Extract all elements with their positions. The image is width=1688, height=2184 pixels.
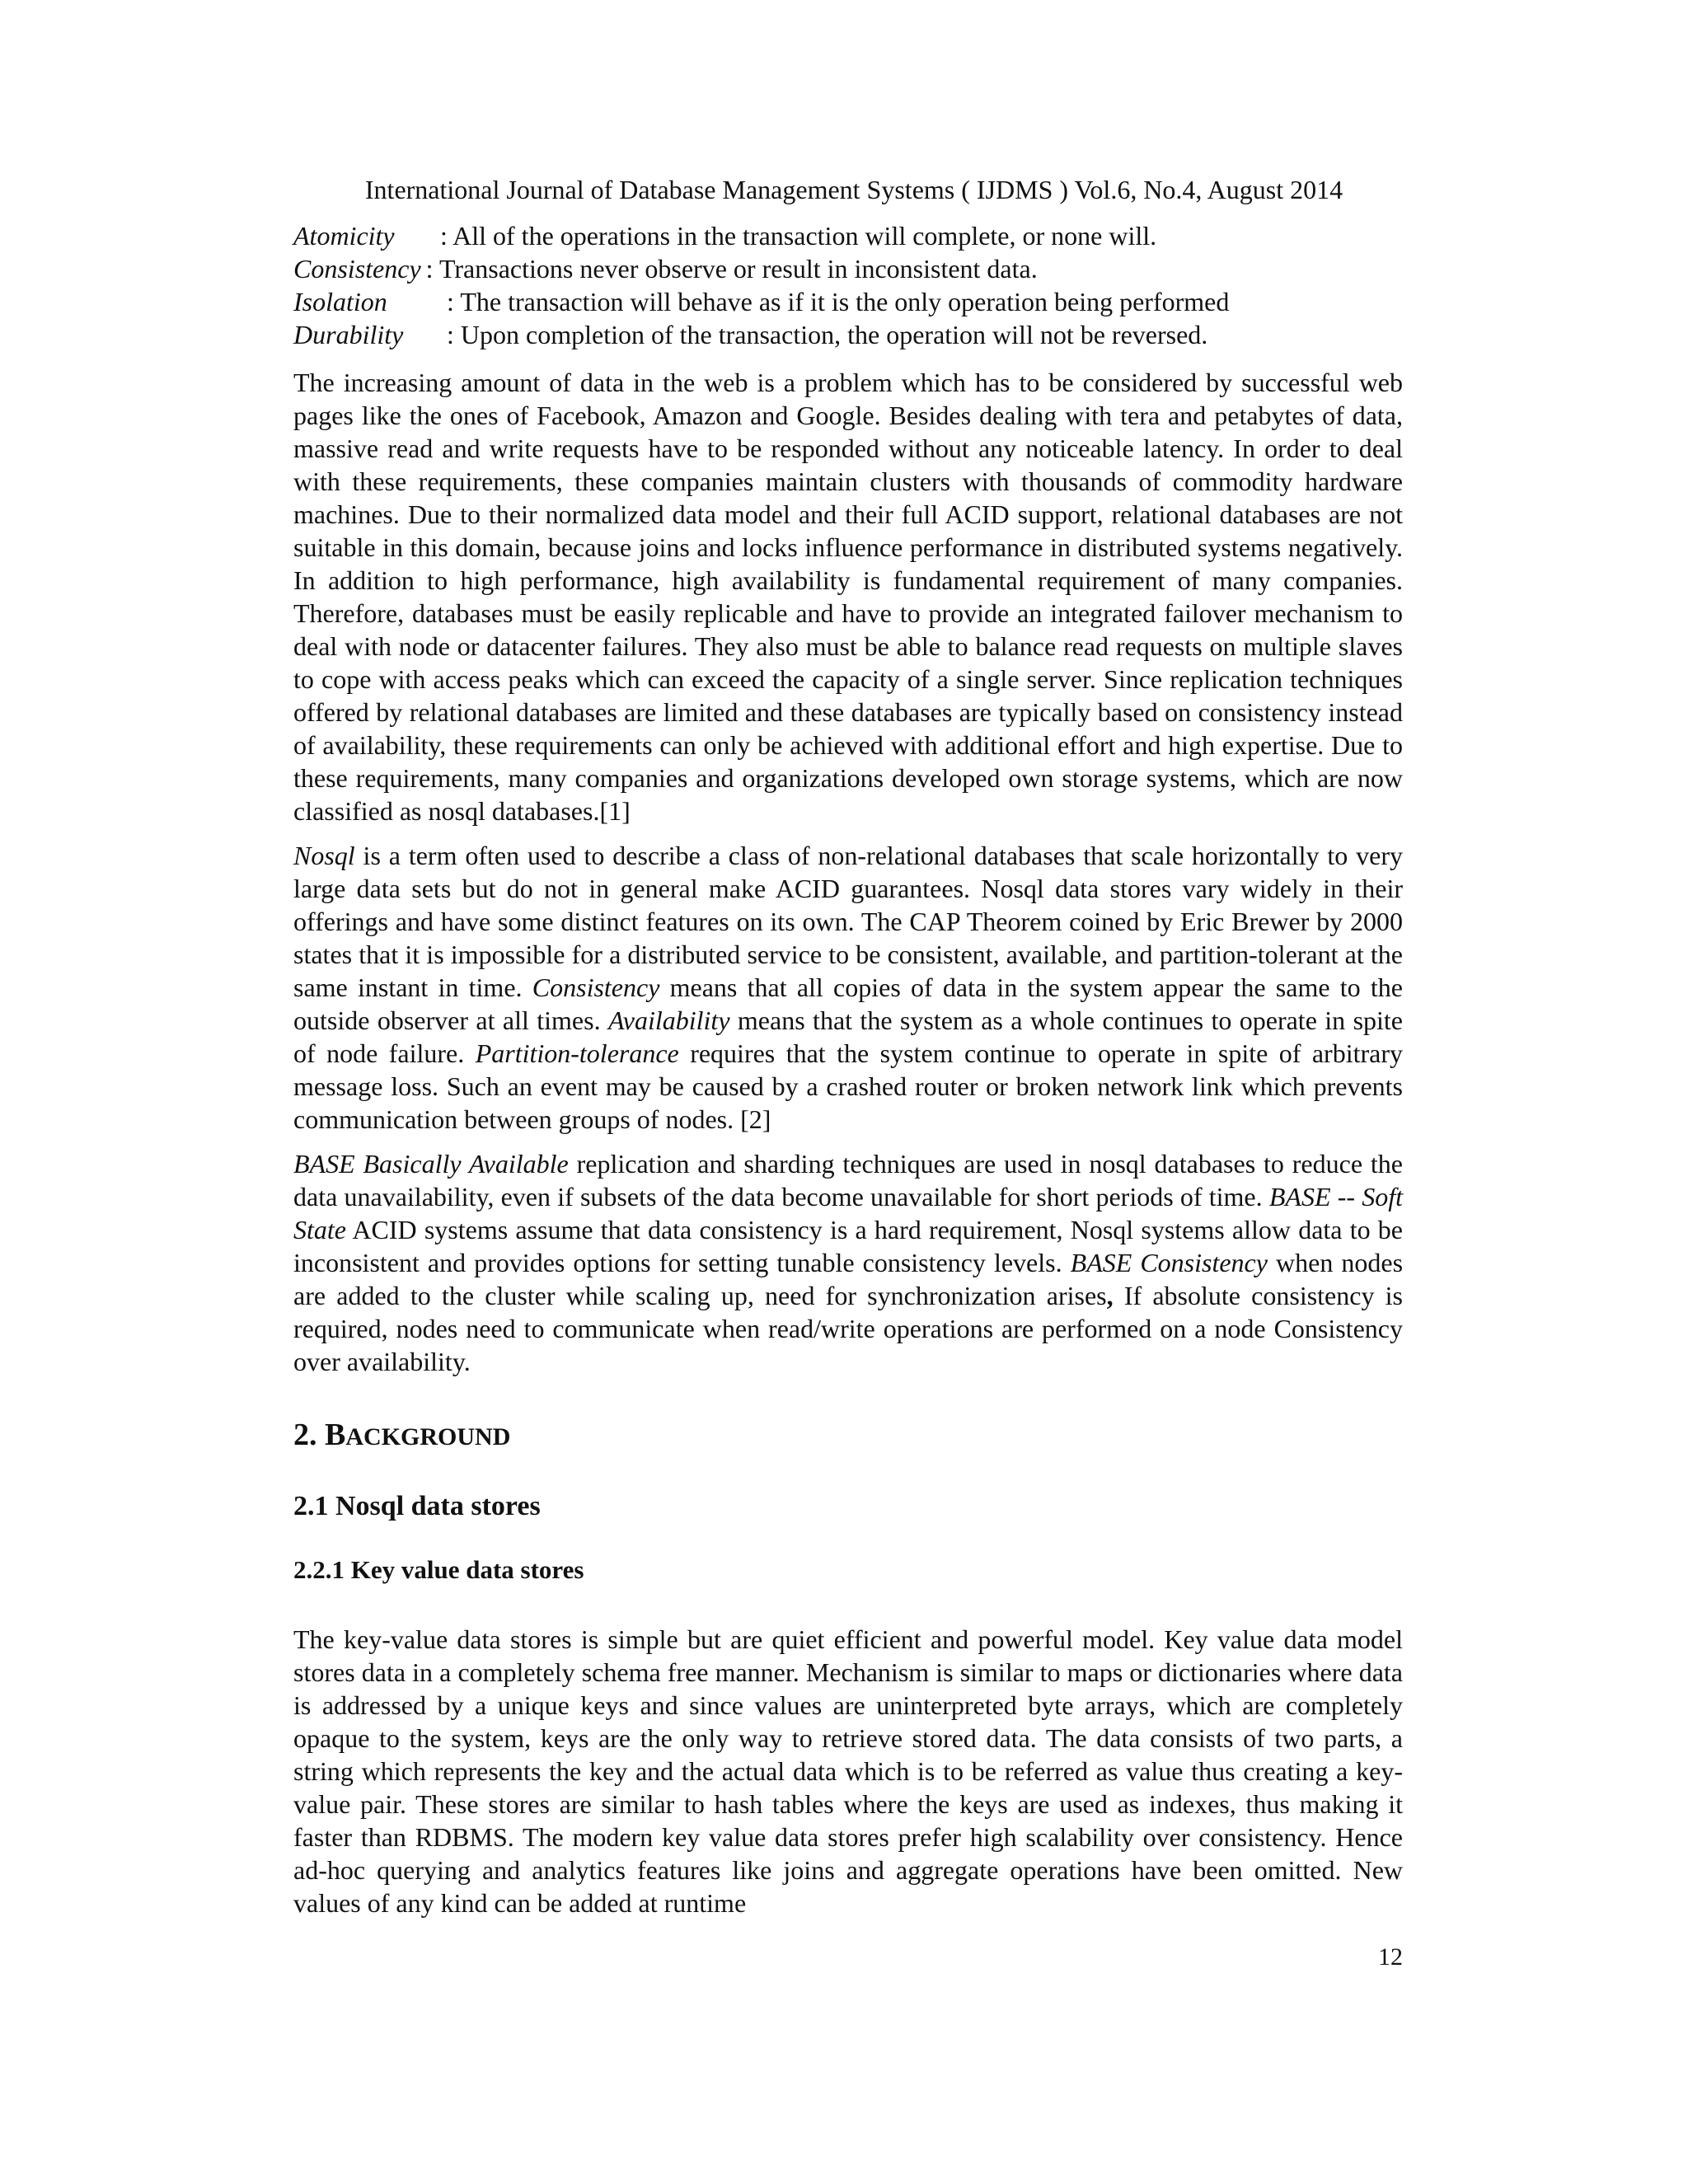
term-availability: Availability [607,1005,730,1035]
section-title-rest: ACKGROUND [345,1423,511,1451]
term-consistency: Consistency [532,972,660,1002]
acid-term: Atomicity [293,221,395,251]
term-partition-tolerance: Partition-tolerance [475,1038,679,1068]
paragraph-web-data: The increasing amount of data in the web is a problem which has to be considered by successful web pages like the ones of Facebook, Amazon and Google. Besides dealing with tera and petabytes of data, massive read and write requests have to be responded without any noticeable latency. In order to deal with these requirements, these companies maintain clusters with thousands of commodity hardware machines. Due to their normalized data model and their full ACID support, relational databases are not suitable in this domain, because joins and locks influence performance in distributed systems negatively. In addition to high performance, high availability is fundamental requirement of many companies. Therefore, databases must be easily replicable and have to provide an integrated failover mechanism to deal with node or datacenter failures. They also must be able to balance read requests on multiple slaves to cope with access peaks which can exceed the capacity of a single server. Since replication techniques offered by relational databases are limited and these databases are typically based on consistency instead of availability, these requirements can only be achieved with additional effort and high expertise. Due to these requirements, many companies and organizations developed own storage systems, which are now classified as nosql databases.[1] [293,368,1403,826]
subsection-heading: 2.1 Nosql data stores [293,1491,541,1521]
paragraph-key-value: The key-value data stores is simple but are quiet efficient and powerful model. Key value data model stores data in a completely schema free manner. Mechanism is similar to maps or dictionaries where data is addressed by a unique keys and since values are uninterpreted byte arrays, which are completely opaque to the system, keys are the only way to retrieve stored data. The data consists of two parts, a string which represents the key and the actual data which is to be referred as value thus creating a key-value pair. These stores are similar to hash tables where the keys are used as indexes, thus making it faster than RDBMS. The modern key value data stores prefer high scalability over consistency. Hence ad-hoc querying and analytics features like joins and aggregate operations have been omitted. New values of any kind can be added at runtime [293,1624,1403,1918]
text: ACID systems assume that data consistency is a hard requirement, Nosql systems allow data to be inconsistent and provides options for setting tunable consistency levels. [293,1215,1403,1277]
paragraph-base [293,1147,1403,1378]
term-base-consistency: BASE Consistency [1070,1248,1268,1277]
acid-definition: : Transactions never observe or result in inconsistent data. [425,254,1038,284]
acid-term: Consistency [293,254,421,284]
term-base-soft-state: BASE -- Soft State [293,1182,1404,1244]
acid-row-atomicity [293,219,1403,252]
subsubsection-heading: 2.2.1 Key value data stores [293,1555,584,1584]
acid-row-isolation [293,285,1403,318]
text: means that the system as a whole continues to operate in spite of node failure. [293,1005,1404,1068]
text: requires that the system continue to operate in spite of arbitrary message loss. Such an event may be caused by a crashed router or broken network link which prevents communication between groups of nodes. [2] [293,1038,1404,1134]
acid-definition: : Upon completion of the transaction, the operation will not be reversed. [447,320,1208,349]
section-title-initial: B [325,1418,346,1452]
acid-definition: : All of the operations in the transaction will complete, or none will. [440,221,1157,251]
text: replication and sharding techniques are used in nosql databases to reduce the data unavailability, even if subsets of the data become unavailable for short periods of time. [293,1149,1404,1212]
term-base-basically-available: BASE Basically Available [293,1149,569,1179]
paragraph-nosql-cap [293,839,1403,1136]
text: when nodes are added to the cluster while scaling up, need for synchronization arises [293,1248,1404,1310]
term-nosql: Nosql [293,841,355,870]
bold-comma: , [1106,1281,1114,1310]
acid-term: Isolation [293,287,387,316]
section-number: 2. [293,1418,325,1452]
acid-definitions [293,219,1403,351]
acid-row-consistency [293,252,1403,285]
page-number: 12 [1378,1943,1403,1971]
acid-term: Durability [293,320,404,349]
page-content [293,219,1403,1919]
text: is a term often used to describe a class of non-relational databases that scale horizontally to very large data sets but do not in general make ACID guarantees. Nosql data stores vary widely in their offerings and have some distinct features on its own. The CAP Theorem coined by Eric Brewer by 2000 states that it is impossible for a distributed service to be consistent, available, and partition-tolerant at the same instant in time. [293,841,1403,1002]
running-header: International Journal of Database Management Systems ( IJDMS ) Vol.6, No.4, August 2014 [364,175,1343,204]
acid-row-durability [293,318,1403,351]
text: means that all copies of data in the system appear the same to the outside observer at all times. [293,972,1404,1035]
section-heading-background [293,1416,1403,1456]
text: If absolute consistency is required, nodes need to communicate when read/write operations are performed on a node Consistency over availability. [293,1281,1404,1376]
acid-definition: : The transaction will behave as if it is the only operation being performed [447,287,1230,316]
